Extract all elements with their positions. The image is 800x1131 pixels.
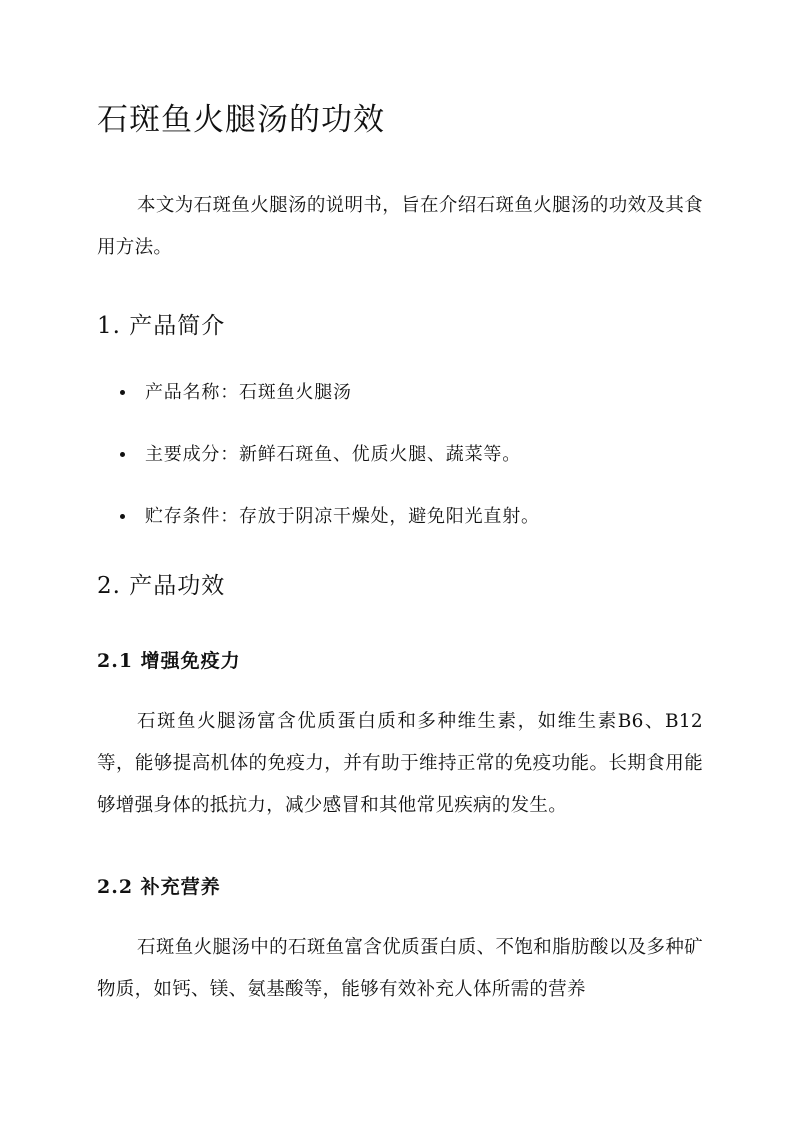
product-info-list [97,380,717,566]
list-item-text: 产品名称：石斑鱼火腿汤 [145,382,352,403]
section-heading-product-intro: 1. 产品简介 [97,313,226,339]
subsection-heading-immunity: 2.1 增强免疫力 [97,650,241,672]
list-item [97,442,717,504]
list-item [97,504,717,566]
bullet-icon [120,514,125,519]
document-title: 石斑鱼火腿汤的功效 [97,102,385,138]
bullet-icon [120,390,125,395]
subsection-heading-nutrition: 2.2 补充营养 [97,876,221,898]
bullet-icon [120,452,125,457]
immunity-paragraph: 石斑鱼火腿汤富含优质蛋白质和多种维生素，如维生素B6、B12等，能够提高机体的免疫力，并有助于维持正常的免疫功能。长期食用能够增强身体的抵抗力，减少感冒和其他常见疾病的发生。 [97,711,703,816]
section-heading-product-effects: 2. 产品功效 [97,573,226,599]
intro-paragraph: 本文为石斑鱼火腿汤的说明书，旨在介绍石斑鱼火腿汤的功效及其食用方法。 [97,195,703,258]
list-item-text: 贮存条件：存放于阴凉干燥处，避免阳光直射。 [145,506,540,527]
nutrition-paragraph: 石斑鱼火腿汤中的石斑鱼富含优质蛋白质、不饱和脂肪酸以及多种矿物质，如钙、镁、氨基酸等，能够有效补充人体所需的营养 [97,937,703,1000]
list-item [97,380,717,442]
list-item-text: 主要成分：新鲜石斑鱼、优质火腿、蔬菜等。 [145,444,521,465]
